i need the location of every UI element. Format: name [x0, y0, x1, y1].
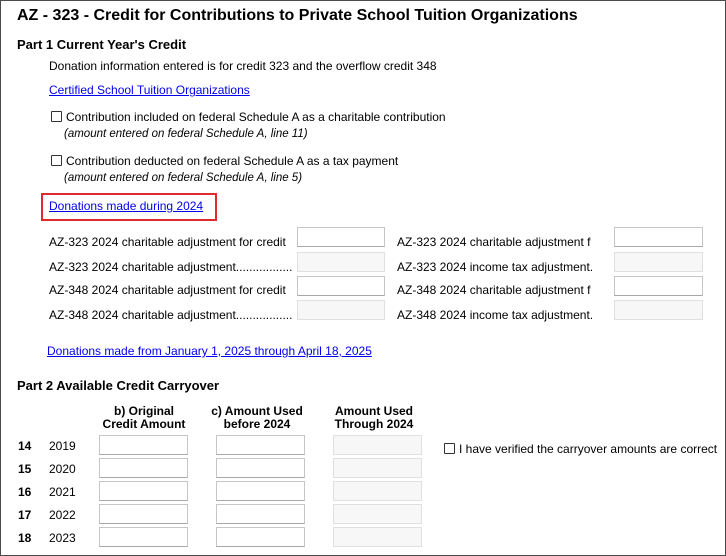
- az323-charitable-credit-label: AZ-323 2024 charitable adjustment for credit: [49, 235, 286, 249]
- amount-used-before-input[interactable]: [216, 458, 305, 478]
- certified-sto-link[interactable]: Certified School Tuition Organizations: [49, 83, 250, 97]
- amount-used-before-input[interactable]: [216, 481, 305, 501]
- row-year: 2023: [49, 531, 76, 545]
- original-credit-input[interactable]: [99, 435, 188, 455]
- verify-carryover-checkbox[interactable]: [444, 443, 455, 454]
- row-year: 2020: [49, 462, 76, 476]
- az348-income-tax-adjustment-label: AZ-348 2024 income tax adjustment.: [397, 308, 594, 322]
- part1-info-text: Donation information entered is for credit 323 and the overflow credit 348: [49, 59, 437, 73]
- schedule-a-line11-note: (amount entered on federal Schedule A, line 11): [64, 128, 308, 140]
- az348-charitable-adjustment-f-label: AZ-348 2024 charitable adjustment f: [397, 283, 591, 297]
- page-title: AZ - 323 - Credit for Contributions to Private School Tuition Organizations: [17, 7, 578, 24]
- part2-heading: Part 2 Available Credit Carryover: [17, 378, 220, 393]
- amount-used-through-field: [333, 527, 422, 547]
- az348-income-tax-adjustment-field: [614, 300, 703, 320]
- original-credit-column-header: b) Original Credit Amount: [102, 404, 186, 431]
- verify-carryover-label: I have verified the carryover amounts are correct: [459, 442, 718, 456]
- original-credit-input[interactable]: [99, 481, 188, 501]
- az348-charitable-credit-input[interactable]: [297, 276, 385, 296]
- row-number: 17: [18, 508, 32, 522]
- amount-used-before-column-header: c) Amount Used before 2024: [211, 404, 303, 431]
- amount-used-through-column-header: Amount Used Through 2024: [334, 404, 414, 431]
- az348-charitable-adjustment-label: AZ-348 2024 charitable adjustment.................: [49, 308, 293, 322]
- az323-charitable-adjustment-f-input[interactable]: [614, 227, 703, 247]
- part1-heading: Part 1 Current Year's Credit: [17, 37, 187, 52]
- row-number: 14: [18, 439, 32, 453]
- original-credit-input[interactable]: [99, 458, 188, 478]
- az323-charitable-adjustment-label: AZ-323 2024 charitable adjustment.................: [49, 260, 293, 274]
- schedule-a-tax-payment-checkbox[interactable]: [51, 155, 62, 166]
- amount-used-before-input[interactable]: [216, 504, 305, 524]
- row-number: 18: [18, 531, 32, 545]
- az323-charitable-adjustment-field: [297, 252, 385, 272]
- schedule-a-tax-payment-label: Contribution deducted on federal Schedule A as a tax payment: [66, 154, 399, 168]
- az348-charitable-credit-label: AZ-348 2024 charitable adjustment for credit: [49, 283, 286, 297]
- schedule-a-charitable-checkbox[interactable]: [51, 111, 62, 122]
- az348-charitable-adjustment-f-input[interactable]: [614, 276, 703, 296]
- schedule-a-line5-note: (amount entered on federal Schedule A, line 5): [64, 172, 303, 184]
- schedule-a-charitable-label: Contribution included on federal Schedule A as a charitable contribution: [66, 110, 446, 124]
- original-credit-input[interactable]: [99, 527, 188, 547]
- amount-used-before-input[interactable]: [216, 527, 305, 547]
- az323-charitable-adjustment-f-label: AZ-323 2024 charitable adjustment f: [397, 235, 591, 249]
- amount-used-through-field: [333, 435, 422, 455]
- az323-income-tax-adjustment-field: [614, 252, 703, 272]
- row-number: 15: [18, 462, 32, 476]
- amount-used-through-field: [333, 504, 422, 524]
- row-year: 2021: [49, 485, 76, 499]
- amount-used-through-field: [333, 481, 422, 501]
- az323-income-tax-adjustment-label: AZ-323 2024 income tax adjustment.: [397, 260, 594, 274]
- amount-used-through-field: [333, 458, 422, 478]
- row-number: 16: [18, 485, 32, 499]
- original-credit-input[interactable]: [99, 504, 188, 524]
- donations-2024-link[interactable]: Donations made during 2024: [49, 199, 204, 213]
- donations-2025-link[interactable]: Donations made from January 1, 2025 through April 18, 2025: [47, 344, 372, 358]
- row-year: 2022: [49, 508, 76, 522]
- row-year: 2019: [49, 439, 76, 453]
- amount-used-before-input[interactable]: [216, 435, 305, 455]
- az348-charitable-adjustment-field: [297, 300, 385, 320]
- az323-charitable-credit-input[interactable]: [297, 227, 385, 247]
